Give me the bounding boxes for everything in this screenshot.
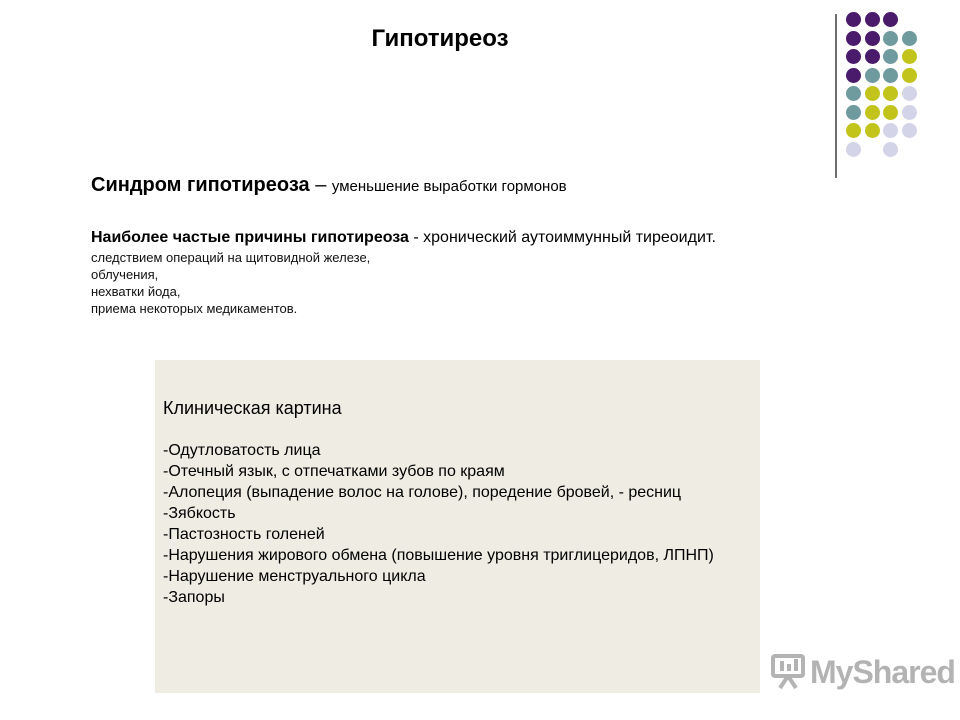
decorative-dot [865,123,880,138]
clinical-item: -Нарушения жирового обмена (повышение уровня триглицеридов, ЛПНП) [163,547,714,564]
syndrome-text: уменьшение выработки гормонов [331,178,567,195]
cause-item: облучения, [91,267,159,282]
decorative-dot [883,105,898,120]
clinical-item: -Алопеция (выпадение волос на голове), поредение бровей, - ресниц [163,484,682,501]
slide-title: Гипотиреоз [371,25,509,52]
cause-item: нехватки йода, [91,284,181,299]
decorative-dot [846,31,861,46]
clinical-item: -Зябкость [163,505,236,522]
clinical-item: -Запоры [163,589,225,606]
causes-rest: - хронический аутоиммунный тиреоидит. [408,229,716,246]
decorative-dot [902,86,917,101]
decorative-dot [883,86,898,101]
decorative-dot [902,123,917,138]
decorative-dot [846,68,861,83]
decorative-dot [865,31,880,46]
decorative-dot [865,12,880,27]
watermark-logo [770,650,955,698]
causes-list [91,249,370,317]
presentation-icon [770,650,806,690]
cause-item: следствием операций на щитовидной железе, [91,250,371,265]
clinical-title: Клиническая картина [163,398,342,418]
decorative-dot [865,68,880,83]
clinical-list [163,440,753,608]
decorative-dot [902,49,917,64]
decorative-dot [846,142,861,157]
syndrome-dash: – [309,174,332,196]
decorative-dot [883,142,898,157]
decorative-dot [846,123,861,138]
decorative-dot [902,31,917,46]
syndrome-definition [91,170,567,202]
vertical-divider [835,14,837,178]
decorative-dot [883,12,898,27]
decorative-dot [846,86,861,101]
syndrome-term: Синдром гипотиреоза [91,174,310,196]
decorative-dot-grid [846,12,942,158]
clinical-item: -Нарушение менструального цикла [163,568,426,585]
decorative-dot [902,68,917,83]
clinical-picture-box [155,360,760,693]
decorative-dot [865,86,880,101]
causes-heading [91,226,716,250]
decorative-dot [902,105,917,120]
decorative-dot [883,123,898,138]
clinical-item: -Одутловатость лица [163,442,321,459]
clinical-item: -Пастозность голеней [163,526,325,543]
decorative-dot [883,68,898,83]
decorative-dot [865,105,880,120]
decorative-dot [865,49,880,64]
decorative-dot [846,49,861,64]
decorative-dot [883,49,898,64]
watermark-text: MyShared [810,654,955,690]
decorative-dot [846,105,861,120]
cause-item: приема некоторых медикаментов. [91,301,298,316]
clinical-item: -Отечный язык, с отпечатками зубов по краям [163,463,505,480]
decorative-dot [883,31,898,46]
decorative-dot [846,12,861,27]
causes-lead: Наиболее частые причины гипотиреоза [91,229,409,246]
